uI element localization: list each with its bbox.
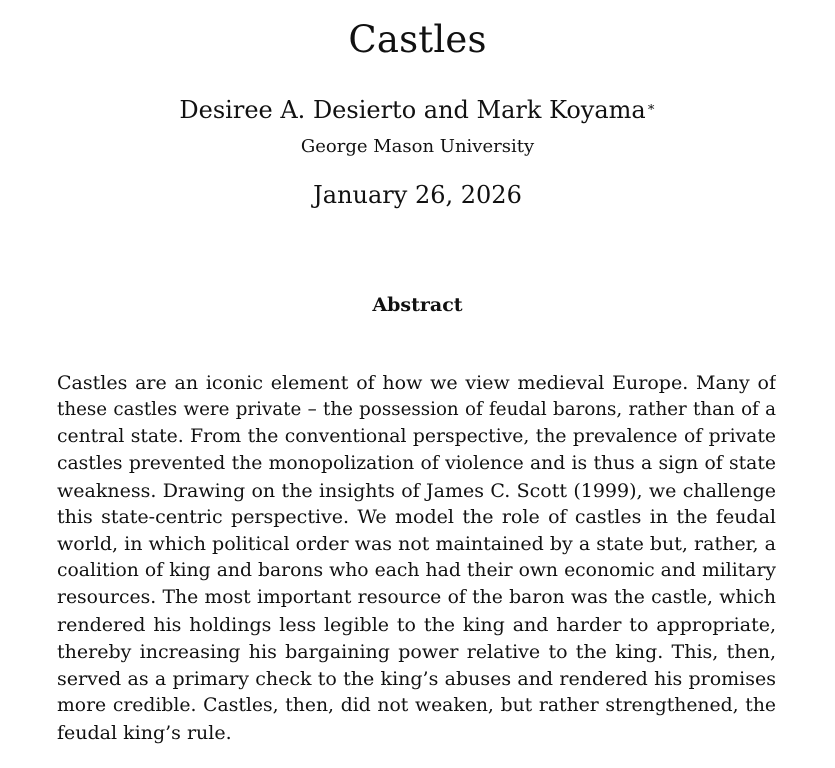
paper-title: Castles [348,18,487,61]
abstract-line: weakness. Drawing on the insights of James C. Scott (1999), we challenge [57,479,776,502]
affiliation: George Mason University [300,136,535,157]
paper-date: January 26, 2026 [313,181,522,209]
author-footnote-mark: ∗ [646,100,656,115]
abstract-heading: Abstract [372,294,463,316]
author-line [0,95,835,125]
abstract-line: feudal king’s rule. [57,721,232,744]
author-names: Desiree A. Desierto and Mark Koyama [179,96,646,124]
abstract-line: Castles are an iconic element of how we view medieval Europe. Many of [57,372,776,394]
abstract-line: this state-centric perspective. We model the role of castles in the feudal [57,506,776,529]
abstract-line: rendered his holdings less legible to the king and harder to appropriate, [57,614,776,637]
abstract-line: resources. The most important resource of the baron was the castle, which [57,587,776,609]
abstract-line: central state. From the conventional perspective, the prevalence of private [57,425,776,447]
abstract-line: these castles were private – the possession of feudal barons, rather than of a [57,398,776,420]
abstract-line: more credible. Castles, then, did not weaken, but rather strengthened, the [57,694,776,716]
abstract-line: coalition of king and barons who each had their own economic and military [57,560,776,582]
abstract-body [57,370,776,746]
abstract-line: world, in which political order was not maintained by a state but, rather, a [57,533,776,556]
abstract-line: castles prevented the monopolization of violence and is thus a sign of state [57,452,776,474]
abstract-line: thereby increasing his bargaining power relative to the king. This, then, [57,640,776,663]
abstract-line: served as a primary check to the king’s abuses and rendered his promises [57,667,776,690]
